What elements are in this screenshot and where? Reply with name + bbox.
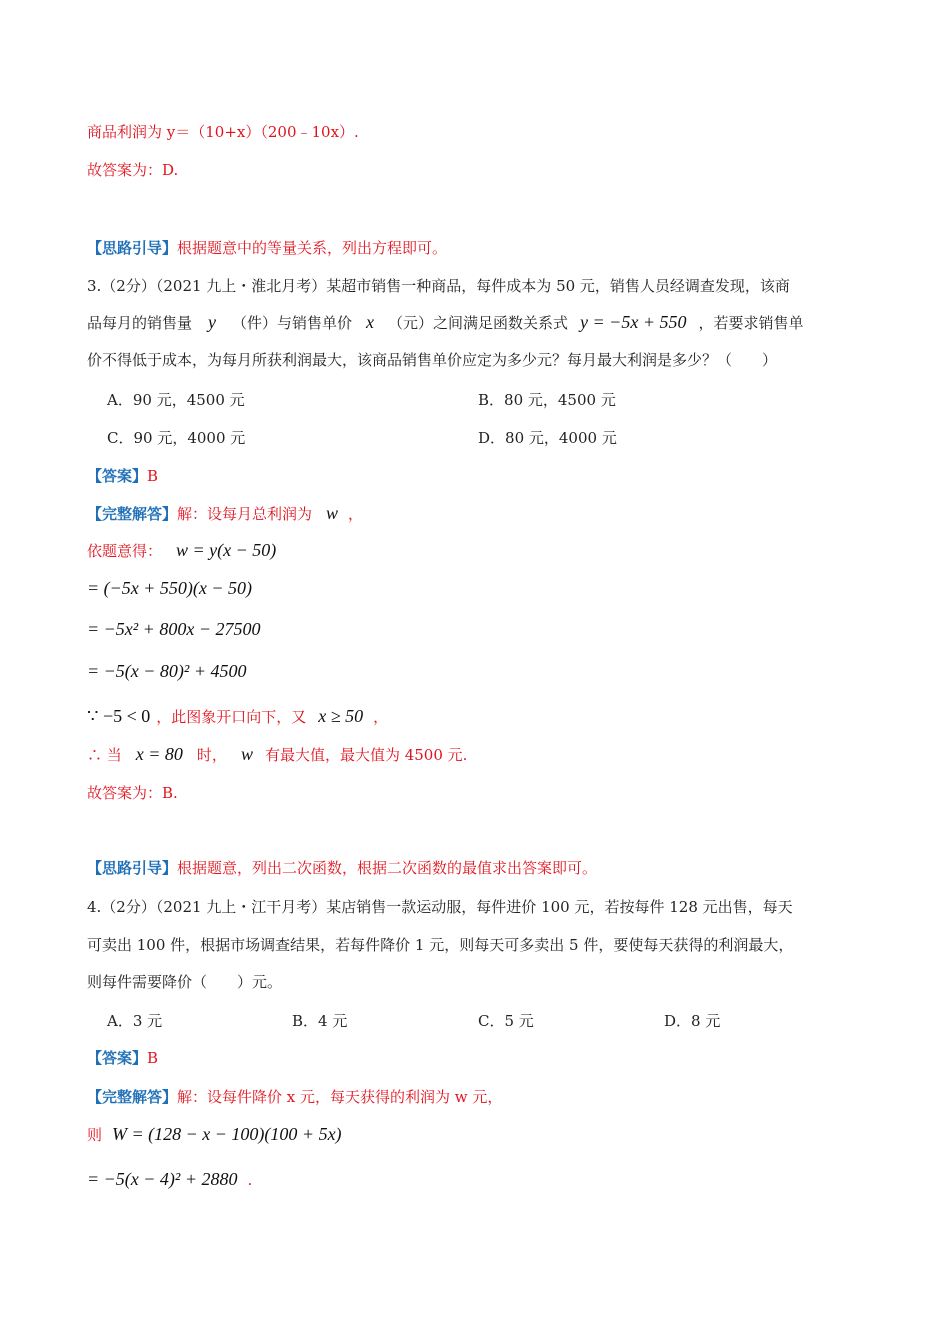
- when: 时，: [196, 746, 227, 764]
- since-line: [87, 706, 388, 727]
- q3-option-a: A．90 元，4500 元: [107, 391, 245, 409]
- equation-3: = −5x² + 800x − 27500: [87, 619, 261, 639]
- answer-tag: 【答案】: [87, 1049, 148, 1067]
- q4-option-d: D．8 元: [664, 1012, 721, 1030]
- q4-line1: 4.（2分）（2021 九上・江干月考）某店销售一款运动服，每件进价 100 元，若按每件 128 元出售，每天: [87, 898, 793, 916]
- max-text: 有最大值，最大值为 4500 元.: [264, 746, 468, 764]
- profit-line: 商品利润为 y＝（10+x）（200﹣10x）.: [87, 123, 359, 141]
- q3-line2-a: 品每月的销售量: [87, 314, 193, 332]
- solution-text: 解：设每月总利润为: [177, 505, 313, 523]
- q4-option-b: B．4 元: [292, 1012, 348, 1030]
- q4-answer: [87, 1048, 158, 1068]
- equation-w: W = (128 − x − 100)(100 + 5x): [112, 1124, 342, 1144]
- answer-value: B: [147, 467, 159, 485]
- q3-line1: 3.（2分）（2021 九上・淮北月考）某超市销售一种商品，每件成本为 50 元，销售人员经调查发现，该商: [87, 277, 790, 295]
- var-w2: w: [240, 744, 253, 764]
- equation-w2: = −5(x − 4)² + 2880: [87, 1169, 238, 1189]
- therefore: ∴ 当: [87, 746, 122, 764]
- equation-2: = (−5x + 550)(x − 50): [87, 578, 253, 598]
- hint-tag: 【思路引导】: [87, 859, 178, 877]
- answer-value: B: [147, 1049, 159, 1067]
- since-cond: x ≥ 50: [318, 706, 364, 726]
- solution-tag: 【完整解答】: [87, 505, 178, 523]
- q4-option-a: A．3 元: [107, 1012, 163, 1030]
- var-y: y: [208, 312, 217, 332]
- q4-line2: 可卖出 100 件，根据市场调查结果，若每件降价 1 元，则每天可多卖出 5 件，要使每天获得的利润最大，: [87, 936, 794, 954]
- hint-text: 根据题意，列出二次函数，根据二次函数的最值求出答案即可。: [177, 859, 598, 877]
- q4-eq-line2: [87, 1169, 252, 1190]
- q3-answer: [87, 466, 158, 486]
- var-x: x: [366, 312, 375, 332]
- q3-line2-d: ，若要求销售单: [698, 314, 804, 332]
- hint-tag: 【思路引导】: [87, 239, 178, 257]
- q4-eq-line1: [87, 1124, 342, 1145]
- q4-line3: 则每件需要降价（ ）元。: [87, 973, 283, 991]
- q3-line2: [87, 312, 803, 333]
- therefore-line: [87, 744, 467, 765]
- hint-2: [87, 858, 597, 878]
- q3-eq-line1: [87, 540, 276, 561]
- since-text: ，此图象开口向下，又: [156, 708, 307, 726]
- equation-4: = −5(x − 80)² + 4500: [87, 661, 247, 681]
- cond-x: x = 80: [135, 744, 183, 764]
- q4-option-c: C．5 元: [478, 1012, 534, 1030]
- then: 则: [87, 1126, 103, 1144]
- hint-text: 根据题意中的等量关系，列出方程即可。: [177, 239, 448, 257]
- q4-solution-intro: [87, 1087, 502, 1107]
- q3-solution-intro: [87, 503, 363, 524]
- prev-answer-line: 故答案为：D.: [87, 161, 179, 179]
- equation-1: w = y(x − 50): [176, 540, 277, 560]
- q3-line2-c: （元）之间满足函数关系式: [388, 314, 569, 332]
- q3-line3: 价不得低于成本，为每月所获利润最大，该商品销售单价应定为多少元？每月最大利润是多少？（ ）: [87, 351, 778, 369]
- answer-tag: 【答案】: [87, 467, 148, 485]
- eq-label: 依题意得：: [87, 542, 163, 560]
- q3-option-c: C．90 元，4000 元: [107, 429, 246, 447]
- since-math: ∵ −5 < 0: [87, 706, 151, 726]
- function-formula: y = −5x + 550: [580, 312, 687, 332]
- q3-option-b: B．80 元，4500 元: [478, 391, 616, 409]
- q3-line2-b: （件）与销售单价: [232, 314, 353, 332]
- hint-1: [87, 238, 447, 258]
- since-end: ，: [373, 708, 389, 726]
- comma: ，: [348, 505, 364, 523]
- q3-final: 故答案为：B.: [87, 784, 178, 802]
- solution-tag: 【完整解答】: [87, 1088, 178, 1106]
- var-w: w: [326, 503, 339, 523]
- q3-option-d: D．80 元，4000 元: [478, 429, 617, 447]
- solution-text: 解：设每件降价 x 元，每天获得的利润为 w 元，: [177, 1088, 503, 1106]
- period: .: [247, 1171, 253, 1189]
